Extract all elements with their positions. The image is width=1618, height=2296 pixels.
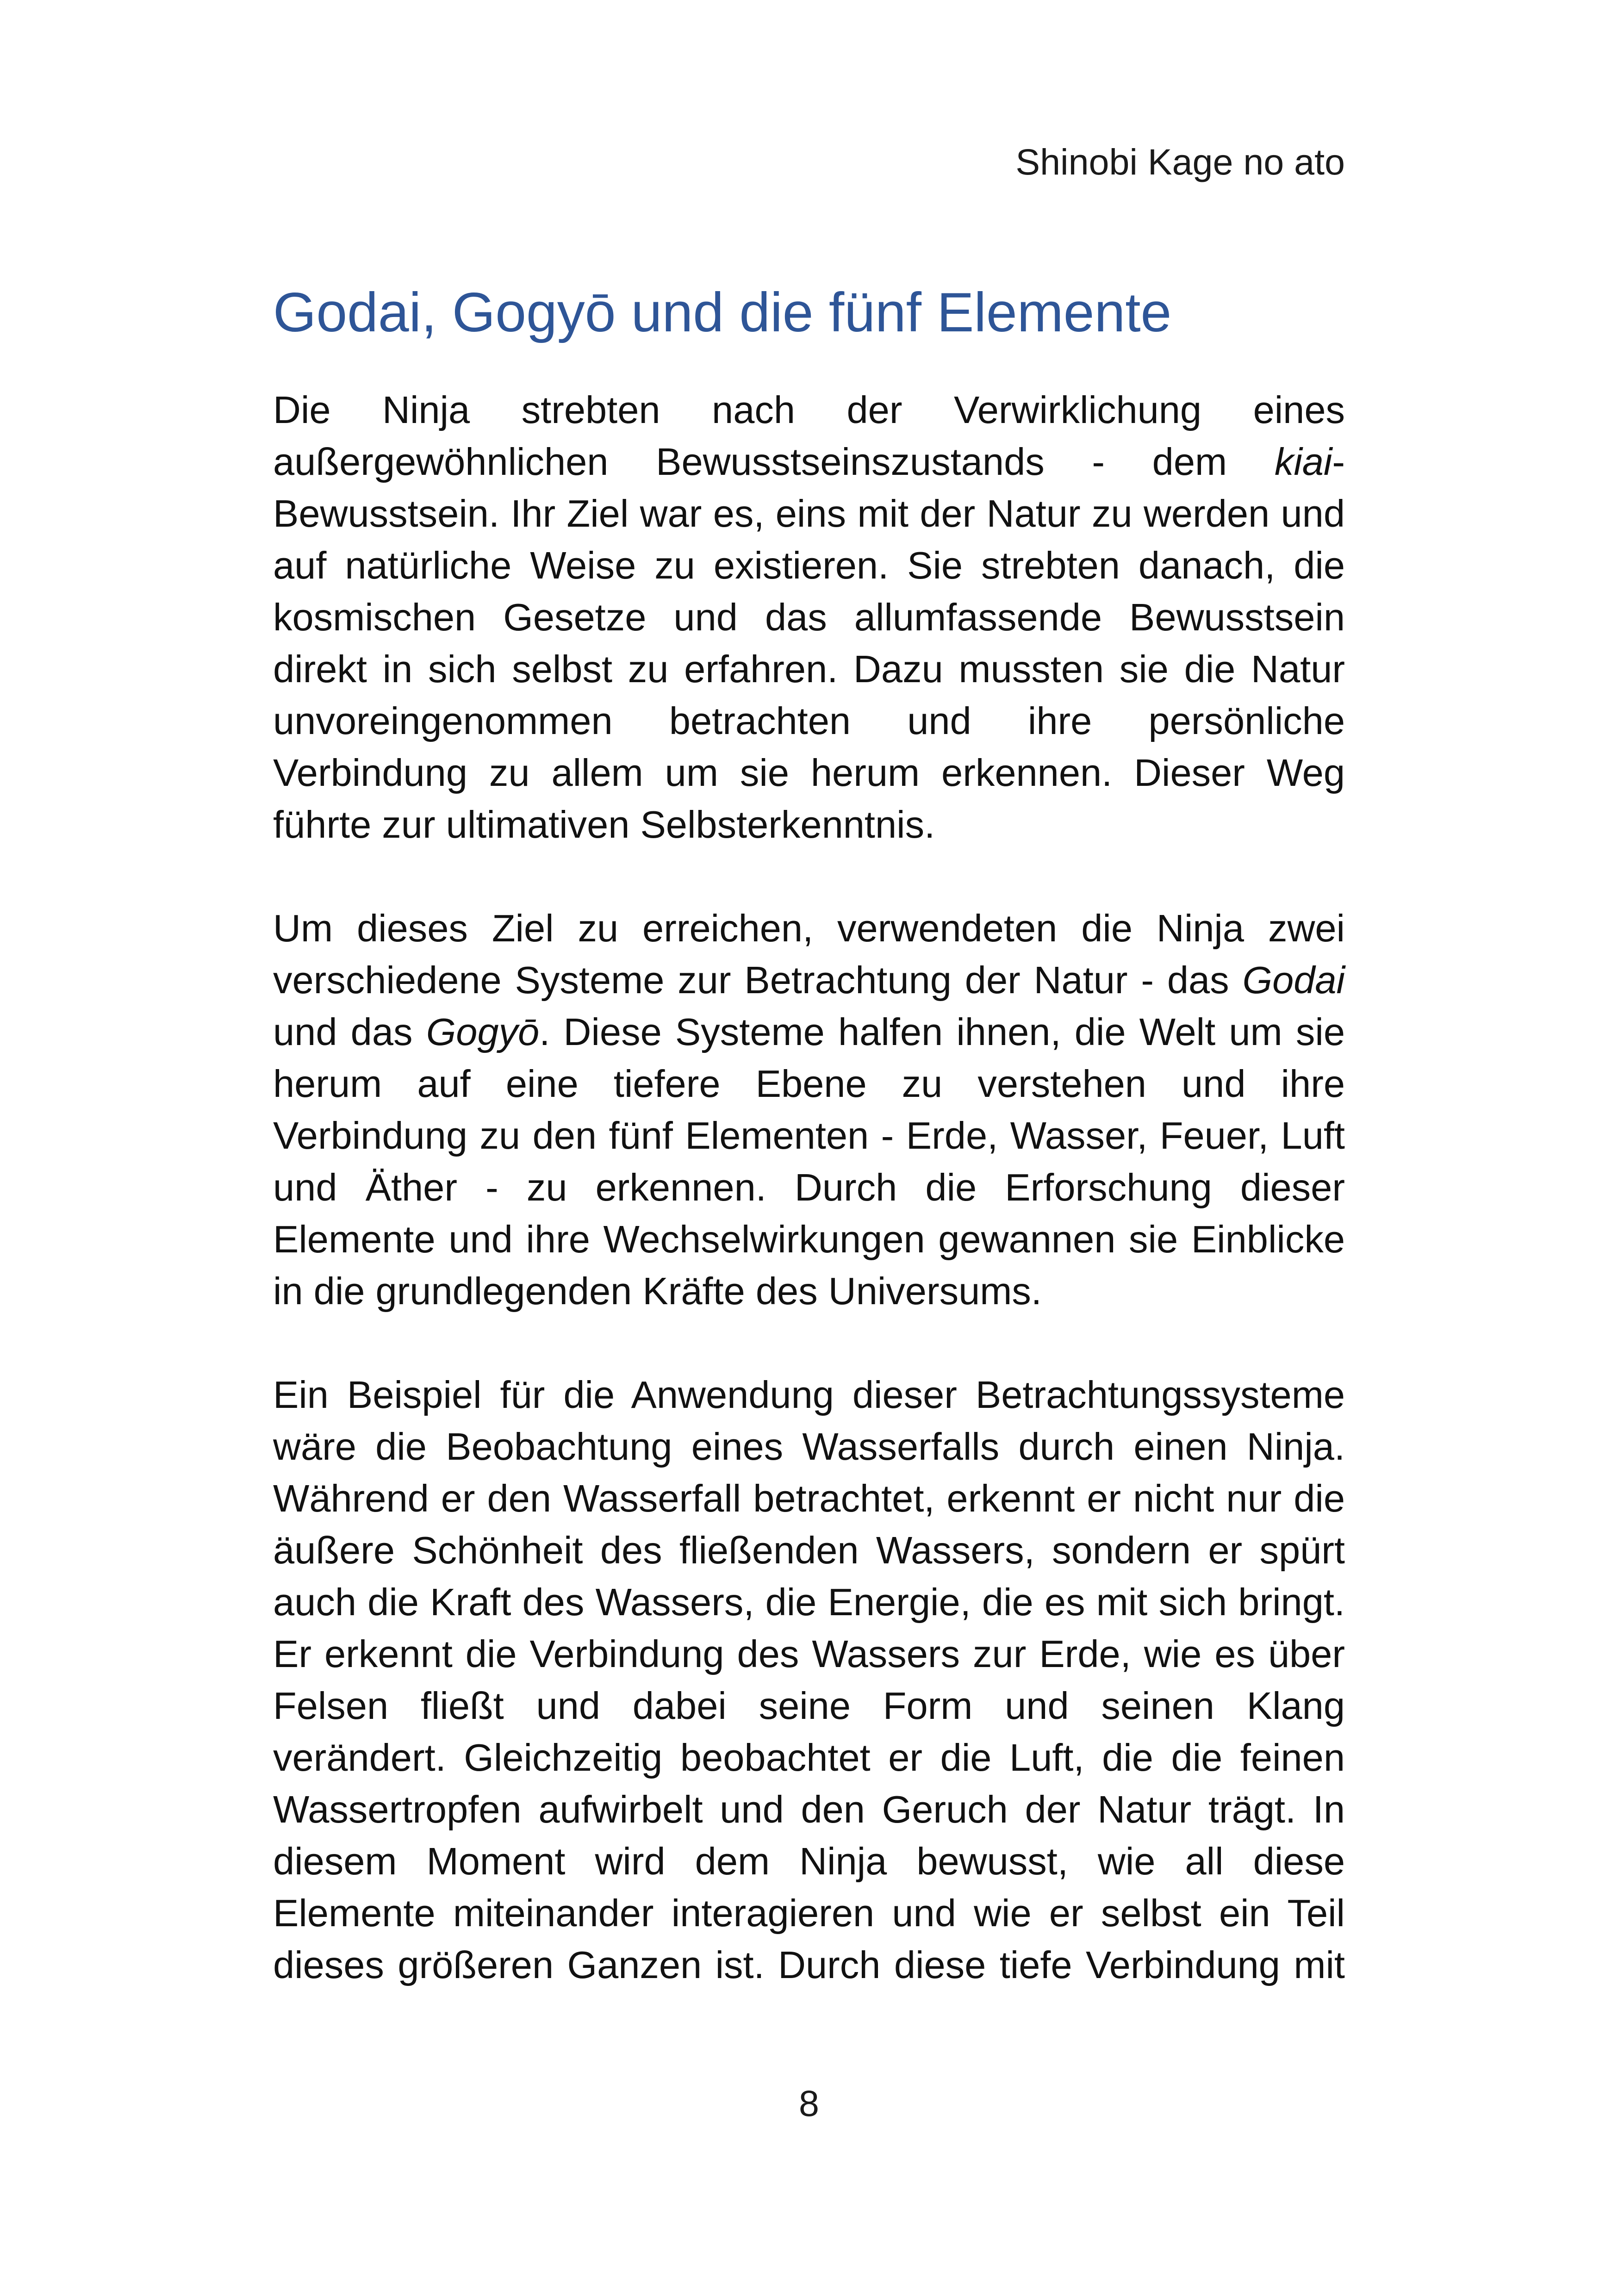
paragraph-1-text: Die Ninja strebten nach der Verwirklichung eines außergewöhnlichen Bewusstseinszustands - dem <box>273 388 1345 483</box>
term-kiai: kiai <box>1274 440 1332 483</box>
paragraph-3 <box>273 1369 1345 1991</box>
paragraph-2-text-mid: und das <box>273 1010 426 1053</box>
paragraph-2 <box>273 902 1345 1317</box>
term-gogyo: Gogyō <box>426 1010 540 1053</box>
paragraph-1-text-cont: -Bewusstsein. Ihr Ziel war es, eins mit der Natur zu werden und auf natürliche Weise zu existieren. Sie strebten danach, die kosmischen Gesetze und das allumfassende Bewusstsein direkt in sich selbst zu erfahren. Dazu mussten sie die Natur unvoreingenommen betrachten und ihre persönliche Verbindung zu allem um sie herum erkennen. Dieser Weg führte zur ultimativen Selbsterkenntnis. <box>273 440 1345 846</box>
body-text <box>273 384 1345 1991</box>
chapter-title: Godai, Gogyō und die fünf Elemente <box>273 281 1172 343</box>
paragraph-3-text: Ein Beispiel für die Anwendung dieser Betrachtungssysteme wäre die Beobachtung eines Wasserfalls durch einen Ninja. Während er den Wasserfall betrachtet, erkennt er nicht nur die äußere Schönheit des fließenden Wassers, sondern er spürt auch die Kraft des Wassers, die Energie, die es mit sich bringt. Er erkennt die Verbindung des Wassers zur Erde, wie es über Felsen fließt und dabei seine Form und seinen Klang verändert. Gleichzeitig beobachtet er die Luft, die die feinen Wassertropfen aufwirbelt und den Geruch der Natur trägt. In diesem Moment wird dem Ninja bewusst, wie all diese Elemente miteinander interagieren und wie er selbst ein Teil dieses größeren Ganzen ist. Durch diese tiefe Verbindung mit <box>273 1373 1345 1986</box>
paragraph-2-text: Um dieses Ziel zu erreichen, verwendeten die Ninja zwei verschiedene Systeme zur Betrachtung der Natur - das <box>273 907 1345 1002</box>
page-number: 8 <box>799 2083 819 2124</box>
paragraph-1 <box>273 384 1345 851</box>
running-header: Shinobi Kage no ato <box>1015 141 1345 182</box>
paragraph-2-text-cont: . Diese Systeme halfen ihnen, die Welt um sie herum auf eine tiefere Ebene zu verstehen und ihre Verbindung zu den fünf Elementen - Erde, Wasser, Feuer, Luft und Äther - zu erkennen. Durch die Erforschung dieser Elemente und ihre Wechselwirkungen gewannen sie Einblicke in die grundlegenden Kräfte des Universums. <box>273 1010 1345 1313</box>
term-godai: Godai <box>1242 958 1345 1002</box>
